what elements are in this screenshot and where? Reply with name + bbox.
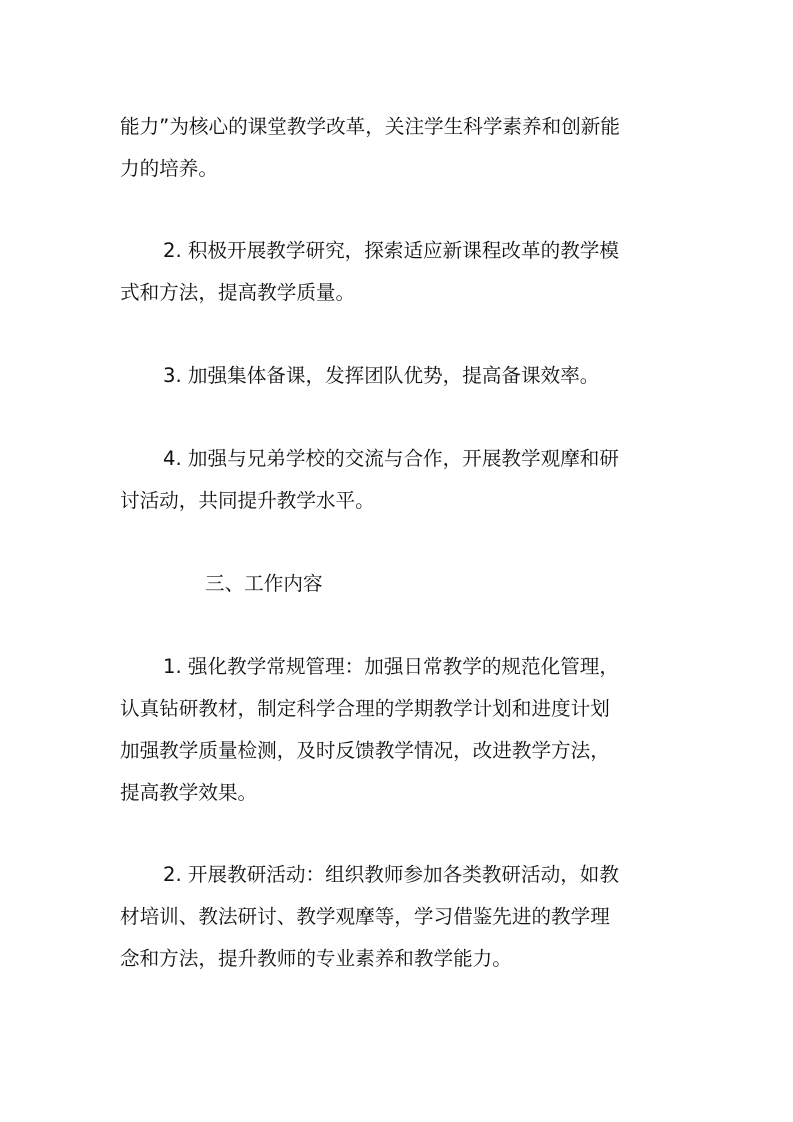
text-line: 能力”为核心的课堂教学改革，关注学生科学素养和创新能 bbox=[120, 115, 620, 138]
text-line: 2. 积极开展教学研究，探索适应新课程改革的教学模 bbox=[163, 239, 619, 262]
text-line: 4. 加强与兄弟学校的交流与合作，开展教学观摩和研 bbox=[163, 447, 619, 470]
heading-line: 三、工作内容 bbox=[205, 572, 323, 595]
text-line: 加强教学质量检测，及时反馈教学情况，改进教学方法， bbox=[120, 739, 610, 762]
text-line: 提高教学效果。 bbox=[120, 781, 258, 804]
text-line: 讨活动，共同提升教学水平。 bbox=[120, 489, 375, 512]
text-line: 念和方法，提升教师的专业素养和教学能力。 bbox=[120, 947, 512, 970]
text-line: 力的培养。 bbox=[120, 157, 218, 180]
text-line: 式和方法，提高教学质量。 bbox=[120, 281, 356, 304]
text-line: 认真钻研教材，制定科学合理的学期教学计划和进度计划 bbox=[120, 697, 610, 720]
text-line: 材培训、教法研讨、教学观摩等，学习借鉴先进的教学理 bbox=[120, 905, 610, 928]
text-line: 3. 加强集体备课，发挥团队优势，提高备课效率。 bbox=[163, 364, 600, 387]
text-line: 1. 强化教学常规管理：加强日常教学的规范化管理， bbox=[163, 655, 619, 678]
text-line: 2. 开展教研活动：组织教师参加各类教研活动，如教 bbox=[163, 863, 619, 886]
